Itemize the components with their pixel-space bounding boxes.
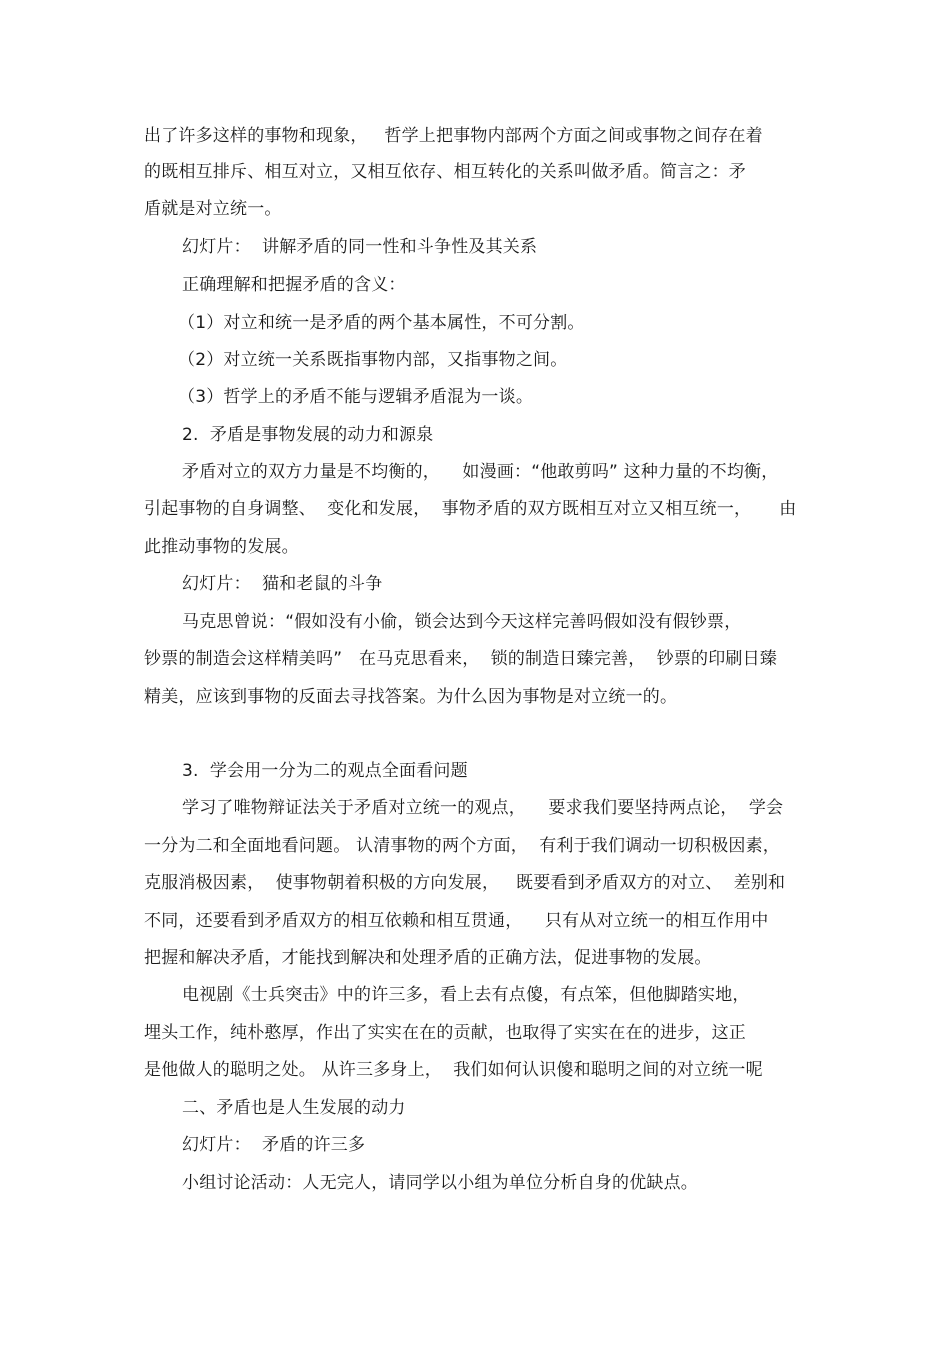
section-heading: 二、矛盾也是人生发展的动力 (182, 1098, 406, 1118)
paragraph-line: 精美，应该到事物的反面去寻找答案。为什么因为事物是对立统一的。 (144, 687, 678, 707)
slide-note: 幻灯片： 猫和老鼠的斗争 (182, 574, 383, 594)
paragraph-line: 出了许多这样的事物和现象， 哲学上把事物内部两个方面之间或事物之间存在着 (144, 126, 763, 146)
paragraph-line: 马克思曾说：“假如没有小偷，锁会达到今天这样完善吗假如没有假钞票， (182, 612, 742, 632)
section-heading: 2. 矛盾是事物发展的动力和源泉 (182, 425, 434, 445)
list-item: （2）对立统一关系既指事物内部，又指事物之间。 (178, 350, 568, 370)
paragraph-line: 埋头工作，纯朴憨厚，作出了实实在在的贡献，也取得了实实在在的进步，这正 (144, 1023, 746, 1043)
paragraph-line: 的既相互排斥、相互对立，又相互依存、相互转化的关系叫做矛盾。简言之：矛 (144, 162, 746, 182)
slide-note: 幻灯片： 讲解矛盾的同一性和斗争性及其关系 (182, 237, 538, 257)
paragraph-line: 盾就是对立统一。 (144, 199, 282, 219)
paragraph-line: 克服消极因素， 使事物朝着积极的方向发展， 既要看到矛盾双方的对立、 差别和 (144, 873, 786, 893)
slide-note: 幻灯片： 矛盾的许三多 (182, 1135, 366, 1155)
paragraph-line: 是他做人的聪明之处。 从许三多身上， 我们如何认识傻和聪明之间的对立统一呢 (144, 1060, 763, 1080)
paragraph-line: 正确理解和把握矛盾的含义： (182, 275, 406, 295)
list-item: （1）对立和统一是矛盾的两个基本属性，不可分割。 (178, 313, 585, 333)
paragraph-line: 小组讨论活动：人无完人，请同学以小组为单位分析自身的优缺点。 (182, 1173, 698, 1193)
paragraph-line: 电视剧《士兵突击》中的许三多，看上去有点傻，有点笨，但他脚踏实地， (182, 985, 750, 1005)
list-item: （3）哲学上的矛盾不能与逻辑矛盾混为一谈。 (178, 387, 534, 407)
paragraph-line: 把握和解决矛盾，才能找到解决和处理矛盾的正确方法，促进事物的发展。 (144, 948, 712, 968)
section-heading: 3. 学会用一分为二的观点全面看问题 (182, 761, 468, 781)
paragraph-line: 不同，还要看到矛盾双方的相互依赖和相互贯通， 只有从对立统一的相互作用中 (144, 911, 769, 931)
paragraph-line: 引起事物的自身调整、 变化和发展， 事物矛盾的双方既相互对立又相互统一， 由 (144, 499, 797, 519)
paragraph-line: 此推动事物的发展。 (144, 537, 299, 557)
paragraph-line: 一分为二和全面地看问题。 认清事物的两个方面， 有利于我们调动一切积极因素， (144, 836, 781, 856)
paragraph-line: 学习了唯物辩证法关于矛盾对立统一的观点， 要求我们要坚持两点论， 学会 (182, 798, 784, 818)
paragraph-line: 矛盾对立的双方力量是不均衡的， 如漫画：“他敢剪吗” 这种力量的不均衡， (182, 462, 779, 482)
paragraph-line: 钞票的制造会这样精美吗” 在马克思看来， 锁的制造日臻完善， 钞票的印刷日臻 (144, 649, 778, 669)
